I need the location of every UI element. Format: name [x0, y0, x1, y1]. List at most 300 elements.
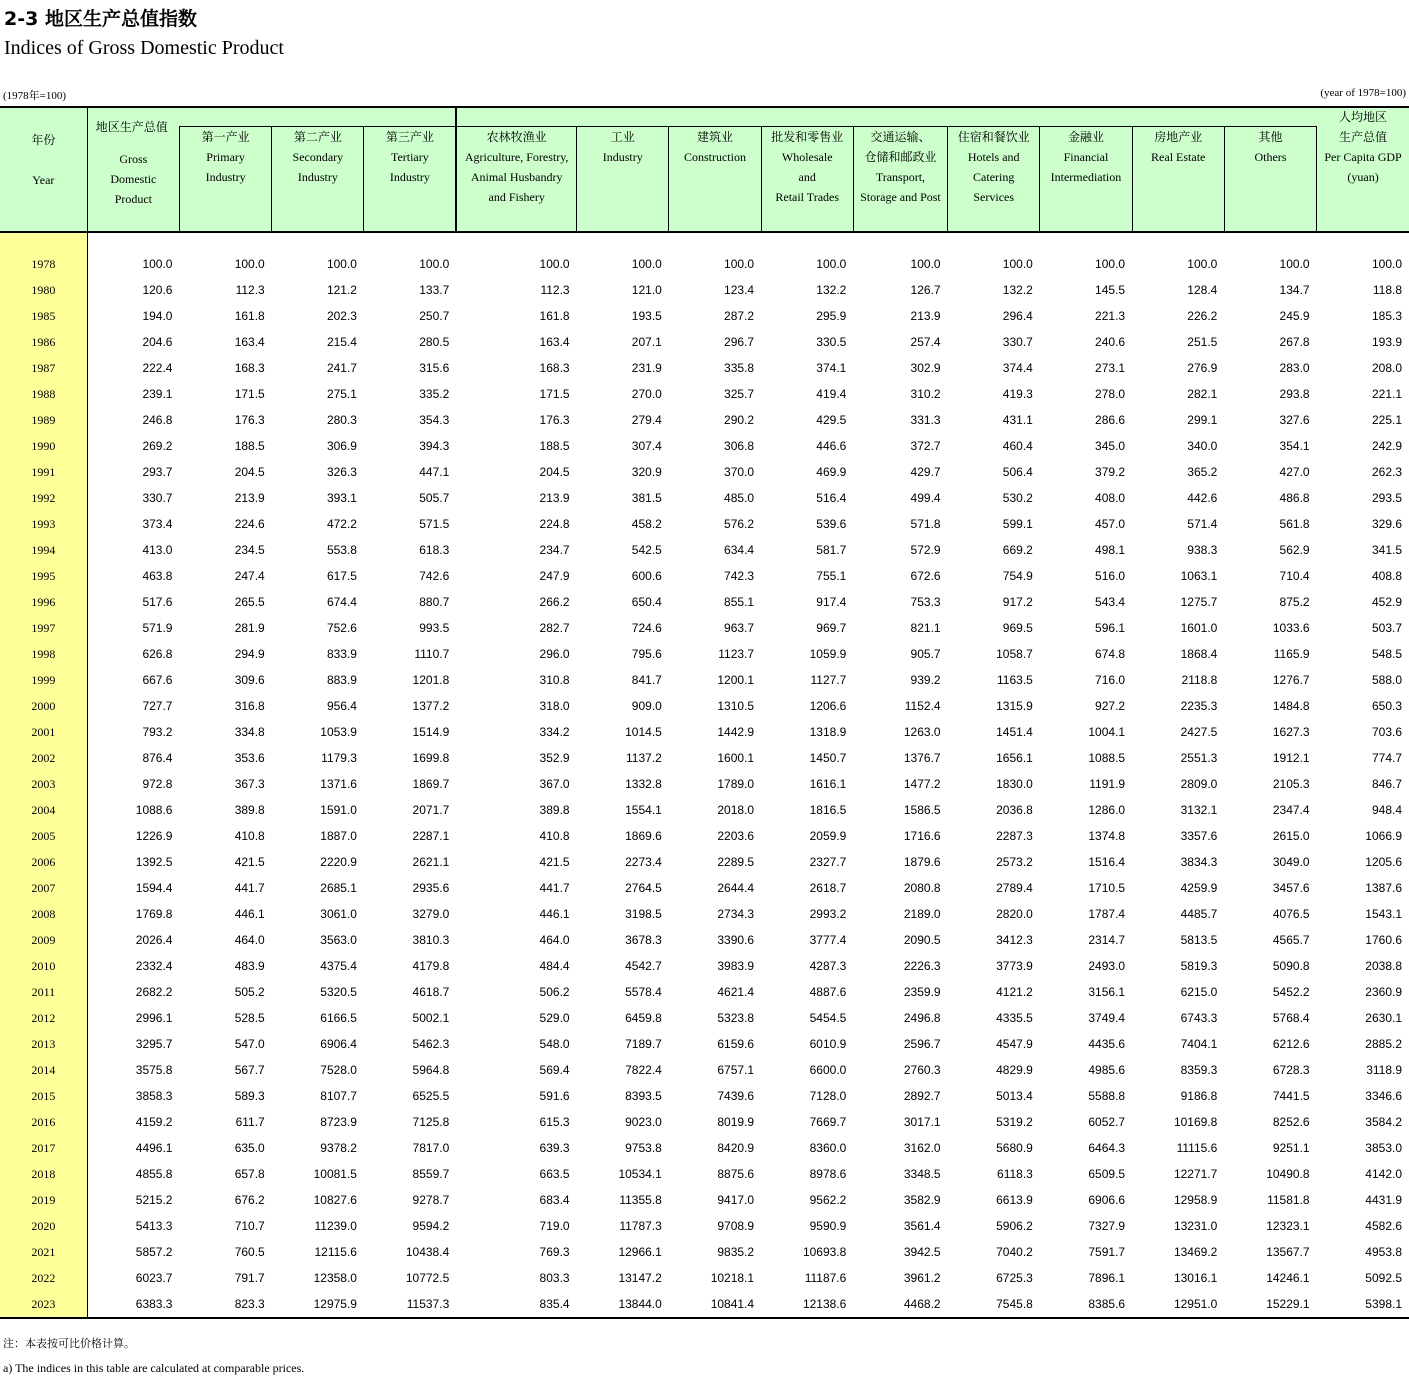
value-cell: 7189.7	[625, 1036, 662, 1051]
header-percapita-cn-1: 人均地区	[1339, 109, 1388, 124]
value-cell: 5454.5	[809, 1010, 847, 1025]
value-cell: 1374.8	[1088, 828, 1126, 843]
value-cell: 719.0	[539, 1218, 570, 1233]
value-cell: 791.7	[234, 1270, 265, 1285]
value-cell: 4829.9	[996, 1062, 1033, 1077]
value-cell: 5413.3	[135, 1218, 173, 1233]
header-secondary-en-2: Industry	[297, 170, 338, 184]
value-cell: 121.2	[326, 282, 357, 297]
value-cell: 1201.8	[412, 672, 450, 687]
value-cell: 7817.0	[412, 1140, 450, 1155]
value-cell: 299.1	[1187, 412, 1218, 427]
value-cell: 4547.9	[996, 1036, 1033, 1051]
year-cell: 1978	[0, 251, 87, 277]
value-cell: 2220.9	[320, 854, 357, 869]
year-cell: 2010	[0, 953, 87, 979]
value-cell: 6010.9	[809, 1036, 847, 1051]
value-cell: 100.0	[1371, 256, 1402, 271]
value-cell: 419.4	[816, 386, 847, 401]
value-cell: 742.6	[419, 568, 450, 583]
value-cell: 296.4	[1002, 308, 1033, 323]
value-cell: 727.7	[142, 698, 173, 713]
value-cell: 1137.2	[626, 750, 662, 765]
value-cell: 2618.7	[809, 880, 847, 895]
value-cell: 4855.8	[135, 1166, 173, 1181]
value-cell: 11537.3	[364, 1291, 456, 1318]
value-cell: 325.7	[724, 386, 755, 401]
value-cell: 543.4	[1095, 594, 1126, 609]
value-cell: 463.8	[142, 568, 173, 583]
header-hotels	[948, 127, 1040, 232]
value-cell: 581.7	[816, 542, 847, 557]
value-cell: 3279.0	[412, 906, 450, 921]
header-percapita-cn-2: 生产总值	[1339, 129, 1388, 144]
value-cell: 1699.8	[412, 750, 450, 765]
value-cell: 9186.8	[1180, 1088, 1218, 1103]
value-cell: 335.8	[724, 360, 755, 375]
header-others-en: Others	[1254, 150, 1287, 164]
value-cell: 316.8	[234, 698, 265, 713]
year-cell: 2019	[0, 1187, 87, 1213]
value-cell: 752.6	[326, 620, 357, 635]
value-cell: 716.0	[1095, 672, 1126, 687]
value-cell: 6906.6	[1088, 1192, 1126, 1207]
value-cell: 542.5	[631, 542, 662, 557]
value-cell: 10438.4	[405, 1244, 450, 1259]
value-cell: 12358.0	[313, 1270, 357, 1285]
value-cell: 1656.1	[996, 750, 1033, 765]
value-cell: 273.1	[1095, 360, 1126, 375]
value-cell: 5964.8	[412, 1062, 450, 1077]
header-transport-en-1: Transport,	[875, 170, 926, 184]
value-cell: 5319.2	[996, 1114, 1033, 1129]
value-cell: 315.6	[419, 360, 450, 375]
header-agri-cn: 农林牧渔业	[486, 130, 547, 144]
header-secondary-en-1: Secondary	[292, 150, 344, 164]
value-cell: 7441.5	[1272, 1088, 1310, 1103]
value-cell: 100.0	[539, 256, 570, 271]
value-cell: 442.6	[1187, 490, 1218, 505]
value-cell: 3983.9	[717, 958, 755, 973]
value-cell: 134.7	[1279, 282, 1310, 297]
year-cell: 2018	[0, 1161, 87, 1187]
value-cell: 1058.7	[996, 646, 1033, 661]
value-cell: 251.5	[1187, 334, 1218, 349]
value-cell: 6743.3	[1180, 1010, 1218, 1025]
value-cell: 290.2	[724, 412, 755, 427]
value-cell: 600.6	[631, 568, 662, 583]
value-cell: 7528.0	[320, 1062, 357, 1077]
value-cell: 2644.4	[717, 880, 755, 895]
table-row	[0, 823, 1409, 849]
value-cell: 1392.5	[135, 854, 173, 869]
table-row	[0, 1109, 1409, 1135]
value-cell: 10534.1	[618, 1166, 662, 1181]
value-cell: 3749.4	[1088, 1010, 1126, 1025]
value-cell: 683.4	[539, 1192, 570, 1207]
value-cell: 1206.6	[809, 698, 847, 713]
value-cell: 365.2	[1187, 464, 1218, 479]
value-cell: 3061.0	[320, 906, 357, 921]
value-cell: 939.2	[910, 672, 941, 687]
footnote-cn: 注：本表按可比价格计算。	[3, 1337, 135, 1350]
value-cell: 769.3	[539, 1244, 570, 1259]
value-cell: 8393.5	[625, 1088, 662, 1103]
year-cell: 2007	[0, 875, 87, 901]
value-cell: 9023.0	[625, 1114, 662, 1129]
value-cell: 1442.9	[717, 724, 755, 739]
value-cell: 306.8	[724, 438, 755, 453]
value-cell: 458.2	[631, 516, 662, 531]
value-cell: 841.7	[631, 672, 662, 687]
year-cell: 2006	[0, 849, 87, 875]
value-cell: 4565.7	[1272, 932, 1310, 947]
value-cell: 171.5	[539, 386, 570, 401]
header-wholesale-en-2: and	[798, 170, 816, 184]
value-cell: 591.6	[539, 1088, 570, 1103]
value-cell: 250.7	[419, 308, 450, 323]
value-cell: 464.0	[539, 932, 570, 947]
value-cell: 3961.2	[903, 1270, 941, 1285]
value-cell: 1616.1	[809, 776, 847, 791]
value-cell: 576.2	[724, 516, 755, 531]
header-tertiary-cn: 第三产业	[385, 130, 434, 144]
value-cell: 1769.8	[135, 906, 173, 921]
value-cell: 13567.7	[1266, 1244, 1310, 1259]
value-cell: 2226.3	[903, 958, 941, 973]
value-cell: 1110.7	[414, 646, 450, 661]
value-cell: 287.2	[724, 308, 755, 323]
value-cell: 4259.9	[1180, 880, 1218, 895]
value-cell: 1868.4	[1180, 646, 1218, 661]
value-cell: 389.8	[234, 802, 265, 817]
value-cell: 2059.9	[809, 828, 847, 843]
header-realestate-cn: 房地产业	[1154, 130, 1203, 144]
value-cell: 3942.5	[903, 1244, 941, 1259]
value-cell: 367.0	[539, 776, 570, 791]
table-row	[0, 1135, 1409, 1161]
value-cell: 123.4	[724, 282, 755, 297]
value-cell: 100.0	[724, 256, 755, 271]
value-cell: 279.4	[631, 412, 662, 427]
value-cell: 2789.4	[996, 880, 1033, 895]
value-cell: 6757.1	[717, 1062, 755, 1077]
value-cell: 6725.3	[996, 1270, 1033, 1285]
value-cell: 2551.3	[1180, 750, 1218, 765]
value-cell: 171.5	[234, 386, 265, 401]
header-industry-en: Industry	[602, 150, 643, 164]
value-cell: 572.9	[910, 542, 941, 557]
value-cell: 2996.1	[135, 1010, 173, 1025]
value-cell: 503.7	[1371, 620, 1402, 635]
value-cell: 6212.6	[1272, 1036, 1310, 1051]
value-cell: 674.4	[326, 594, 357, 609]
value-cell: 4953.8	[1365, 1244, 1402, 1259]
unit-note-en: (year of 1978=100)	[1320, 87, 1406, 99]
footnote-en: a) The indices in this table are calculated at comparable prices.	[3, 1361, 305, 1375]
value-cell: 296.7	[724, 334, 755, 349]
value-cell: 2287.1	[412, 828, 450, 843]
header-agri-en-2: Animal Husbandry	[470, 170, 563, 184]
value-cell: 447.1	[419, 464, 450, 479]
value-cell: 345.0	[1095, 438, 1126, 453]
value-cell: 8875.6	[717, 1166, 755, 1181]
value-cell: 389.8	[539, 802, 570, 817]
value-cell: 2764.5	[625, 880, 662, 895]
value-cell: 1053.9	[320, 724, 357, 739]
table-row	[0, 1187, 1409, 1213]
value-cell: 486.8	[1279, 490, 1310, 505]
value-cell: 938.3	[1187, 542, 1218, 557]
value-cell: 3773.9	[996, 958, 1033, 973]
value-cell: 7822.4	[625, 1062, 662, 1077]
value-cell: 5013.4	[996, 1088, 1033, 1103]
value-cell: 753.3	[910, 594, 941, 609]
table-row	[0, 979, 1409, 1005]
value-cell: 460.4	[1002, 438, 1033, 453]
value-cell: 4179.8	[412, 958, 450, 973]
value-cell: 112.3	[235, 282, 265, 297]
value-cell: 3132.1	[1180, 802, 1218, 817]
value-cell: 431.1	[1002, 412, 1033, 427]
value-cell: 1059.9	[809, 646, 847, 661]
value-cell: 5462.3	[412, 1036, 450, 1051]
value-cell: 483.9	[234, 958, 265, 973]
value-cell: 446.6	[816, 438, 847, 453]
value-cell: 571.8	[910, 516, 941, 531]
value-cell: 875.2	[1279, 594, 1310, 609]
header-finance-en-1: Financial	[1063, 150, 1109, 164]
value-cell: 8559.7	[412, 1166, 450, 1181]
value-cell: 4287.3	[809, 958, 847, 973]
value-cell: 1887.0	[320, 828, 357, 843]
table-row	[0, 667, 1409, 693]
value-cell: 4621.4	[717, 984, 755, 999]
value-cell: 6525.5	[412, 1088, 450, 1103]
value-cell: 5092.5	[1365, 1270, 1402, 1285]
value-cell: 2314.7	[1088, 932, 1126, 947]
value-cell: 10490.8	[1266, 1166, 1310, 1181]
header-year	[0, 107, 87, 232]
table-row	[0, 303, 1409, 329]
year-cell: 2022	[0, 1265, 87, 1291]
year-cell: 1991	[0, 459, 87, 485]
value-cell: 963.7	[724, 620, 755, 635]
value-cell: 354.1	[1279, 438, 1310, 453]
value-cell: 204.5	[539, 464, 570, 479]
value-cell: 506.2	[539, 984, 570, 999]
header-agri-en-1: Agriculture, Forestry,	[464, 150, 569, 164]
value-cell: 2036.8	[996, 802, 1033, 817]
value-cell: 498.1	[1095, 542, 1126, 557]
value-cell: 1318.9	[809, 724, 847, 739]
value-cell: 120.6	[142, 282, 173, 297]
table-row	[0, 1213, 1409, 1239]
year-cell: 2017	[0, 1135, 87, 1161]
value-cell: 464.0	[234, 932, 265, 947]
value-cell: 993.5	[419, 620, 450, 635]
value-cell: 3295.7	[135, 1036, 173, 1051]
table-row	[0, 589, 1409, 615]
value-cell: 100.0	[631, 256, 662, 271]
value-cell: 5002.1	[412, 1010, 450, 1025]
value-cell: 242.9	[1371, 438, 1402, 453]
year-cell: 2021	[0, 1239, 87, 1265]
value-cell: 548.5	[1371, 646, 1402, 661]
value-cell: 9562.2	[809, 1192, 847, 1207]
value-cell: 10772.5	[405, 1270, 450, 1285]
value-cell: 2596.7	[903, 1036, 941, 1051]
value-cell: 8978.6	[809, 1166, 847, 1181]
value-cell: 823.3	[179, 1291, 271, 1318]
value-cell: 754.9	[1002, 568, 1033, 583]
value-cell: 1205.6	[1365, 854, 1402, 869]
header-construction-cn: 建筑业	[696, 130, 733, 144]
value-cell: 917.4	[816, 594, 847, 609]
value-cell: 589.3	[234, 1088, 265, 1103]
value-cell: 9251.1	[1272, 1140, 1310, 1155]
value-cell: 10841.4	[669, 1291, 761, 1318]
value-cell: 327.6	[1279, 412, 1310, 427]
year-cell: 1989	[0, 407, 87, 433]
value-cell: 2347.4	[1272, 802, 1310, 817]
value-cell: 639.3	[539, 1140, 570, 1155]
value-cell: 11115.6	[1176, 1140, 1218, 1155]
value-cell: 4431.9	[1365, 1192, 1402, 1207]
value-cell: 6023.7	[135, 1270, 173, 1285]
value-cell: 505.2	[234, 984, 265, 999]
value-cell: 956.4	[326, 698, 357, 713]
value-cell: 2734.3	[717, 906, 755, 921]
header-others	[1224, 127, 1316, 232]
value-cell: 2427.5	[1180, 724, 1218, 739]
value-cell: 176.3	[539, 412, 570, 427]
value-cell: 241.7	[326, 360, 357, 375]
year-cell: 1988	[0, 381, 87, 407]
value-cell: 262.3	[1371, 464, 1402, 479]
value-cell: 207.1	[631, 334, 662, 349]
value-cell: 1816.5	[809, 802, 847, 817]
value-cell: 208.0	[1371, 360, 1402, 375]
value-cell: 1879.6	[903, 854, 941, 869]
header-primary-cn: 第一产业	[201, 130, 250, 144]
table-row	[0, 563, 1409, 589]
value-cell: 370.0	[724, 464, 755, 479]
value-cell: 168.3	[234, 360, 265, 375]
value-cell: 334.2	[539, 724, 570, 739]
value-cell: 193.5	[631, 308, 662, 323]
value-cell: 1516.4	[1088, 854, 1126, 869]
value-cell: 4468.2	[853, 1291, 947, 1318]
value-cell: 176.3	[234, 412, 265, 427]
value-cell: 257.4	[910, 334, 941, 349]
header-wholesale-en-1: Wholesale	[781, 150, 833, 164]
value-cell: 485.0	[724, 490, 755, 505]
header-transport-cn-2: 仓储和邮政业	[864, 150, 937, 164]
value-cell: 917.2	[1002, 594, 1033, 609]
value-cell: 1004.1	[1088, 724, 1126, 739]
value-cell: 1787.4	[1088, 906, 1126, 921]
value-cell: 1450.7	[809, 750, 847, 765]
value-cell: 374.1	[816, 360, 847, 375]
value-cell: 1152.4	[904, 698, 941, 713]
table-row	[0, 771, 1409, 797]
value-cell: 469.9	[816, 464, 847, 479]
value-cell: 221.1	[1371, 386, 1402, 401]
value-cell: 452.9	[1371, 594, 1402, 609]
value-cell: 419.3	[1002, 386, 1033, 401]
value-cell: 310.2	[910, 386, 941, 401]
value-cell: 1376.7	[903, 750, 941, 765]
value-cell: 1014.5	[625, 724, 662, 739]
table-row	[0, 901, 1409, 927]
value-cell: 112.3	[540, 282, 570, 297]
value-cell: 133.7	[419, 282, 450, 297]
value-cell: 118.8	[1372, 282, 1402, 297]
value-cell: 3346.6	[1365, 1088, 1402, 1103]
value-cell: 657.8	[234, 1166, 265, 1181]
value-cell: 4887.6	[809, 984, 847, 999]
value-cell: 1179.3	[321, 750, 357, 765]
table-row	[0, 1239, 1409, 1265]
value-cell: 724.6	[631, 620, 662, 635]
value-cell: 222.4	[142, 360, 173, 375]
value-cell: 7327.9	[1088, 1218, 1126, 1233]
header-industry-cn: 工业	[610, 130, 635, 144]
year-cell: 1985	[0, 303, 87, 329]
value-cell: 855.1	[724, 594, 755, 609]
value-cell: 1387.6	[1365, 880, 1402, 895]
value-cell: 569.4	[539, 1062, 570, 1077]
value-cell: 1869.6	[625, 828, 662, 843]
value-cell: 309.6	[234, 672, 265, 687]
value-cell: 5320.5	[320, 984, 357, 999]
value-cell: 224.6	[234, 516, 265, 531]
value-cell: 421.5	[234, 854, 265, 869]
header-secondary-cn: 第二产业	[293, 130, 342, 144]
value-cell: 4142.0	[1365, 1166, 1402, 1181]
value-cell: 6215.0	[1180, 984, 1218, 999]
table-row	[0, 355, 1409, 381]
value-cell: 8107.7	[320, 1088, 357, 1103]
header-wholesale-en-3: Retail Trades	[775, 190, 840, 204]
year-cell: 2009	[0, 927, 87, 953]
value-cell: 7545.8	[948, 1291, 1040, 1318]
year-cell: 2012	[0, 1005, 87, 1031]
value-cell: 224.8	[539, 516, 570, 531]
value-cell: 6613.9	[996, 1192, 1033, 1207]
value-cell: 281.9	[234, 620, 265, 635]
header-gdp-en-1: Gross	[119, 151, 148, 166]
value-cell: 446.1	[234, 906, 265, 921]
value-cell: 8019.9	[717, 1114, 755, 1129]
value-cell: 10827.6	[313, 1192, 357, 1207]
value-cell: 4985.6	[1088, 1062, 1126, 1077]
value-cell: 213.9	[234, 490, 265, 505]
value-cell: 516.4	[816, 490, 847, 505]
value-cell: 410.8	[539, 828, 570, 843]
value-cell: 202.3	[326, 308, 357, 323]
value-cell: 803.3	[539, 1270, 570, 1285]
value-cell: 11355.8	[619, 1192, 662, 1207]
header-industry	[577, 127, 669, 232]
value-cell: 266.2	[539, 594, 570, 609]
value-cell: 9753.8	[625, 1140, 662, 1155]
value-cell: 13469.2	[1173, 1244, 1218, 1259]
value-cell: 413.0	[142, 542, 173, 557]
value-cell: 121.0	[631, 282, 662, 297]
value-cell: 12323.1	[1266, 1218, 1310, 1233]
